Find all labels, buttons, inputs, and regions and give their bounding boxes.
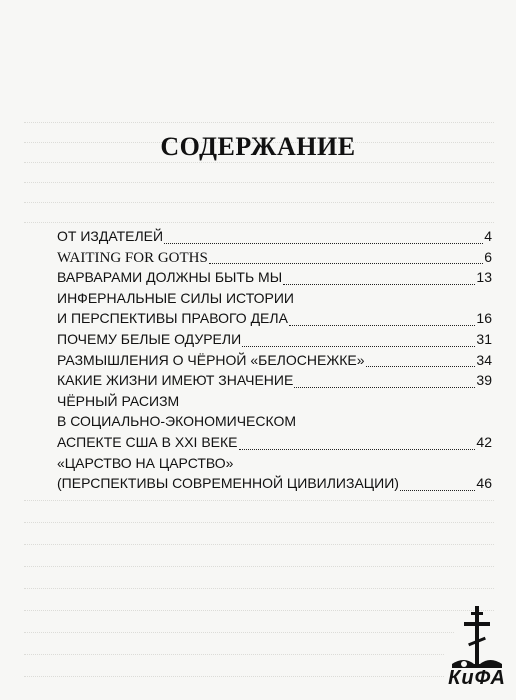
toc-leader-dots (289, 315, 476, 326)
toc-page-number: 42 (476, 433, 492, 450)
toc-page-number: 13 (476, 269, 492, 286)
toc-entry (57, 432, 492, 453)
toc-entry (57, 247, 492, 268)
toc-page-number: 31 (476, 330, 492, 347)
toc-entry-title: (ПЕРСПЕКТИВЫ СОВРЕМЕННОЙ ЦИВИЛИЗАЦИИ) (57, 475, 399, 492)
toc-entry-title: ВАРВАРАМИ ДОЛЖНЫ БЫТЬ МЫ (57, 269, 283, 286)
toc-page-number: 46 (476, 475, 492, 492)
table-of-contents (57, 226, 492, 494)
page-title: СОДЕРЖАНИЕ (160, 132, 356, 161)
toc-entry-title: АСПЕКТЕ США В XXI ВЕКЕ (57, 433, 238, 450)
toc-entry (57, 267, 492, 288)
toc-entry (57, 329, 492, 350)
toc-leader-dots (294, 377, 475, 388)
toc-page-number: 6 (484, 248, 492, 265)
toc-entry (57, 370, 492, 391)
toc-entry-title: ОТ ИЗДАТЕЛЕЙ (57, 228, 164, 244)
toc-leader-dots (239, 439, 476, 450)
toc-entry (57, 226, 492, 247)
toc-page-number: 39 (476, 372, 492, 389)
publisher-logo (444, 606, 510, 692)
toc-entry (57, 350, 492, 371)
toc-entry (57, 473, 492, 494)
logo-wordmark: КиФА (448, 667, 506, 689)
toc-entry-title: ИНФЕРНАЛЬНЫЕ СИЛЫ ИСТОРИИ (57, 289, 294, 306)
toc-entry-title: ПОЧЕМУ БЕЛЫЕ ОДУРЕЛИ (57, 330, 242, 347)
toc-page-number: 34 (476, 351, 492, 368)
toc-entry-title: WAITING FOR GOTHS (57, 249, 208, 266)
toc-entry-title: В СОЦИАЛЬНО-ЭКОНОМИЧЕСКОМ (57, 413, 297, 430)
toc-entry (57, 453, 492, 474)
toc-entry (57, 288, 492, 309)
toc-entry-title: РАЗМЫШЛЕНИЯ О ЧЁРНОЙ «БЕЛОСНЕЖКЕ» (57, 351, 365, 368)
toc-entry (57, 411, 492, 432)
toc-entry (57, 391, 492, 412)
toc-leader-dots (283, 274, 475, 285)
toc-leader-dots (400, 480, 476, 491)
toc-leader-dots (164, 233, 483, 244)
toc-page-number: 4 (484, 228, 492, 244)
toc-page-number: 16 (476, 310, 492, 327)
toc-leader-dots (366, 356, 476, 367)
toc-entry-title: ЧЁРНЫЙ РАСИЗМ (57, 392, 180, 409)
toc-leader-dots (242, 336, 475, 347)
toc-entry-title: И ПЕРСПЕКТИВЫ ПРАВОГО ДЕЛА (57, 310, 288, 327)
toc-entry-title: КАКИЕ ЖИЗНИ ИМЕЮТ ЗНАЧЕНИЕ (57, 372, 294, 389)
toc-entry-title: «ЦАРСТВО НА ЦАРСТВО» (57, 454, 234, 471)
toc-entry (57, 308, 492, 329)
toc-leader-dots (209, 253, 483, 264)
